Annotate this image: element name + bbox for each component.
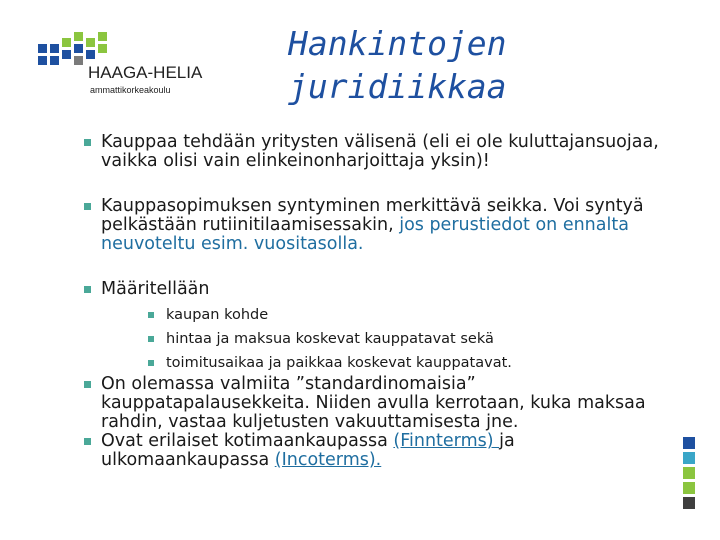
logo-subtitle: ammattikorkeakoulu (90, 85, 171, 95)
finnterms-link[interactable]: (Finnterms) (393, 431, 500, 451)
bullet-contract-highlight: jos perustiedot on ennalta neuvoteltu esim. vuositasolla. (101, 215, 629, 254)
sub-bullet-price: hintaa ja maksua koskevat kauppatavat sekä (148, 327, 684, 351)
slide-title-line-2: juridiikkaa (288, 67, 507, 106)
bar-green (683, 467, 695, 479)
sub-bullet-item: kaupan kohde (148, 303, 684, 327)
bullet-contract-formation (84, 197, 684, 254)
slide-title (288, 22, 507, 108)
haaga-helia-logo (38, 30, 208, 100)
slide-title-line-1: Hankintojen (288, 24, 507, 63)
bullet-define: Määritellään (84, 280, 684, 299)
bullet-standard-terms: On olemassa valmiita ”standardinomaisia” kauppatapalausekkeita. Niiden avulla kerrotaan, kuka maksaa rahdin, vastaa kuljetusten vakuuttamisesta jne. (84, 375, 684, 432)
bullet-business-trade: Kauppaa tehdään yritysten välisenä (eli ei ole kuluttajansuojaa, vaikka olisi vain elinkeinonharjoittaja yksin)! (84, 133, 684, 171)
logo-name: HAAGA-HELIA (88, 63, 203, 82)
bar-green-2 (683, 482, 695, 494)
bullet-domestic-text: Ovat erilaiset kotimaankaupassa (101, 431, 394, 451)
bar-blue (683, 437, 695, 449)
bar-cyan (683, 452, 695, 464)
bar-dark (683, 497, 695, 509)
sub-bullet-delivery: toimitusaikaa ja paikkaa koskevat kauppatavat. (148, 351, 684, 375)
incoterms-link[interactable]: (Incoterms). (274, 450, 382, 470)
bullet-trade-terms (84, 432, 684, 470)
bullet-foreign-text: ja ulkomaankaupassa (101, 431, 515, 470)
bullet-list (84, 133, 684, 470)
decorative-color-bars (683, 437, 695, 512)
bullet-contract-text: Kauppasopimuksen syntyminen merkittävä seikka. Voi syntyä pelkästään rutiinitilaamisessakin, (101, 196, 644, 235)
